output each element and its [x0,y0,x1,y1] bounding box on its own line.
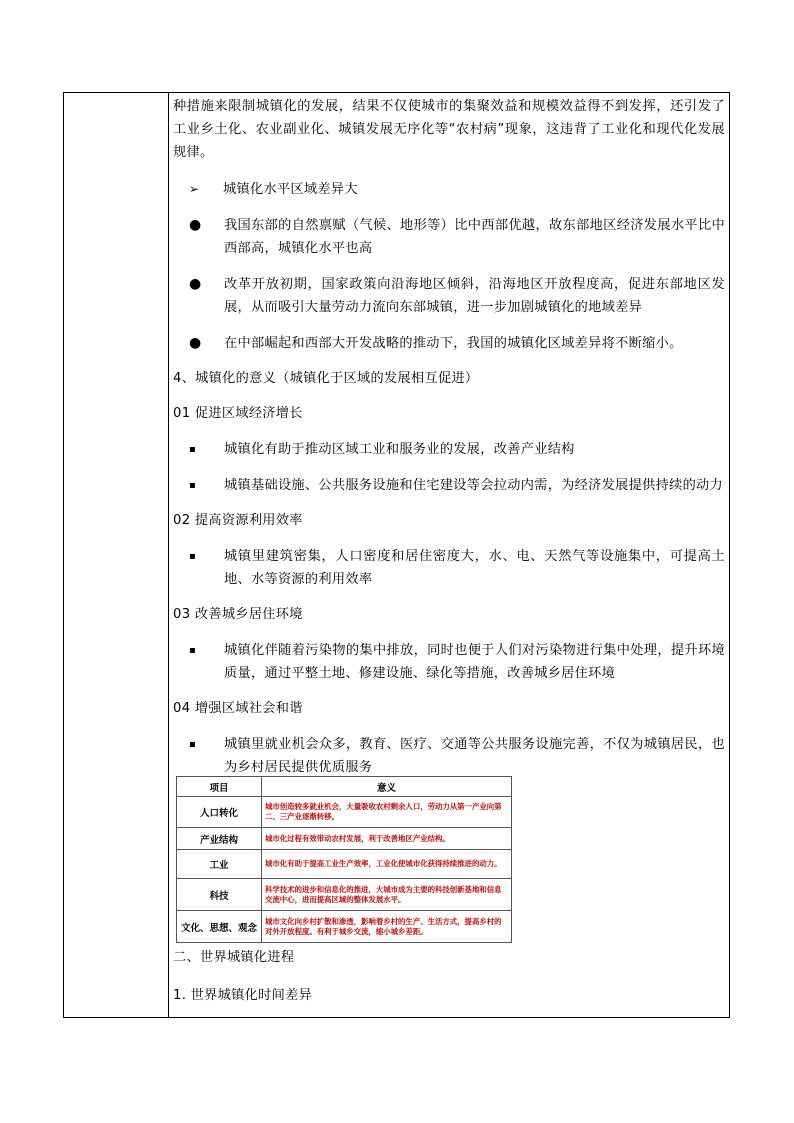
square-item-text: 城镇化伴随着污染物的集中排放，同时也便于人们对污染物进行集中处理，提升环境质量，通过平整土地、修建设施、绿化等措施，改善城乡居住环境 [224,643,725,681]
dot-bullet-icon: ● [189,276,202,292]
table-row [177,797,512,828]
intro-paragraph: 种措施来限制城镇化的发展，结果不仅使城市的集聚效益和规模效益得不到发挥，还引发了工业乡土化、农业副业化、城镇发展无序化等“农村病”现象，这违背了工业化和现代化发展规律。 [173,99,725,160]
dot-item-text: 改革开放初期，国家政策向沿海地区倾斜，沿海地区开放程度高，促进东部地区发展，从而吸引大量劳动力流向东部城镇，进一步加剧城镇化的地域差异 [224,277,725,315]
arrow-bullet-icon: ➢ [189,182,200,196]
dot-list-item [173,214,725,260]
subsection-title: 03 改善城乡居住环境 [173,607,303,622]
square-bullet-icon: ▪ [189,444,197,455]
square-item-text: 城镇化有助于推动区域工业和服务业的发展，改善产业结构 [224,442,575,457]
table-row [177,850,512,879]
section-4-title: 4、城镇化的意义（城镇化于区域的发展相互促进） [173,371,479,386]
arrow-item-text: 城镇化水平区域差异大 [223,182,358,197]
dot-bullet-icon: ● [189,217,202,233]
square-list-item [173,733,725,779]
table-header-meaning: 意义 [262,777,512,797]
meaning-table [176,776,512,943]
dot-list-item [173,273,725,319]
section-2-subtitle: 1. 世界城镇化时间差异 [173,988,313,1003]
subsection-title: 04 增强区域社会和谐 [173,701,303,716]
section-2-title: 二、世界城镇化进程 [173,950,295,965]
table-header-item: 项目 [177,777,262,797]
square-item-text: 城镇里就业机会众多，教育、医疗、交通等公共服务设施完善，不仅为城镇居民，也为乡村居民提供优质服务 [224,737,725,775]
square-bullet-icon: ▪ [189,551,197,562]
square-bullet-icon: ▪ [189,645,197,656]
table-value-cell: 城市化有助于提高工业生产效率，工业化使城市化获得持续推进的动力。 [262,850,512,879]
square-item-text: 城镇基础设施、公共服务设施和住宅建设等会拉动内需，为经济发展提供持续的动力 [224,478,724,493]
table-header-row [177,777,512,797]
square-item-text: 城镇里建筑密集，人口密度和居住密度大，水、电、天然气等设施集中，可提高土地、水等资源的利用效率 [224,549,725,587]
table-key-cell: 文化、思想、观念 [177,911,262,943]
dot-item-text: 在中部崛起和西部大开发战略的推动下，我国的城镇化区域差异将不断缩小。 [224,336,683,351]
table-row [177,911,512,943]
subsection-title: 02 提高资源利用效率 [173,513,303,528]
table-row [177,879,512,911]
table-key-cell: 科技 [177,879,262,911]
table-value-cell: 城市文化向乡村扩散和渗透，影响着乡村的生产、生活方式，提高乡村的对外开放程度。有利于城乡交流，缩小城乡差距。 [262,911,512,943]
square-bullet-icon: ▪ [189,480,197,491]
dot-bullet-icon: ● [189,335,202,351]
table-value-cell: 城市化过程有效带动农村发展，利于改善地区产业结构。 [262,828,512,850]
table-value-cell: 城市创造较多就业机会，大量吸收农村剩余人口，劳动力从第一产业向第二、三产业逐渐转移。 [262,797,512,828]
subsection-title: 01 促进区域经济增长 [173,406,303,421]
table-key-cell: 人口转化 [177,797,262,828]
column-divider [168,93,169,1017]
table-row [177,828,512,850]
square-bullet-icon: ▪ [189,739,197,750]
table-key-cell: 产业结构 [177,828,262,850]
square-list-item [173,639,725,685]
dot-item-text: 我国东部的自然禀赋（气候、地形等）比中西部优越，故东部地区经济发展水平比中西部高，城镇化水平也高 [224,218,725,256]
square-list-item [173,474,725,497]
dot-list-item [173,332,725,355]
content-cell [173,95,725,779]
square-list-item [173,545,725,591]
table-value-cell: 科学技术的进步和信息化的推进，大城市成为主要的科技创新基地和信息交流中心，进而提高区域的整体发展水平。 [262,879,512,911]
arrow-list-item [173,178,725,201]
table-key-cell: 工业 [177,850,262,879]
square-list-item [173,438,725,461]
